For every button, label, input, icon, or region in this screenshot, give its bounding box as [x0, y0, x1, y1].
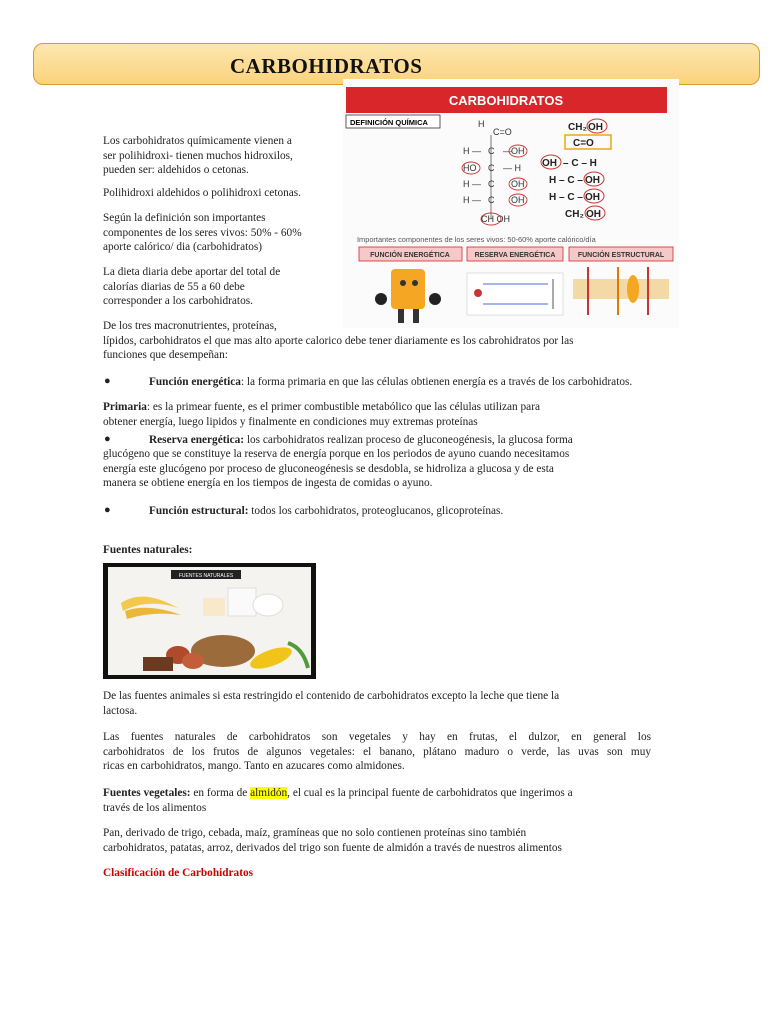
intro-paragraph-3: Según la definición son importantes componentes de los seres vivos: 50% - 60% aporte calórico/ dia (carbohidratos) [103, 212, 302, 253]
bullet-icon: ● [104, 433, 111, 445]
intro-paragraph-2: Polihidroxi aldehidos o polihidroxi cetonas. [103, 187, 301, 199]
intro-paragraph-4: La dieta diaria debe aportar del total de calorías diarias de 55 a 60 debe corresponder a los carbohidratos. [103, 266, 281, 307]
bullet-energy-function: Función energética: la forma primaria en que las células obtienen energía es a través de los carbohidratos. [149, 376, 633, 388]
bread-paragraph: Pan, derivado de trigo, cebada, maíz, gramíneas que no solo contienen proteínas sino también carbohidratos, patatas, arroz, derivados del trigo son fuente de almidón a través de nuestros alimentos [103, 827, 562, 854]
svg-text:OH: OH [585, 175, 600, 186]
svg-text:C: C [488, 146, 495, 156]
structural-function-label: FUNCIÓN ESTRUCTURAL [577, 252, 665, 259]
bullet-icon: ● [104, 504, 111, 516]
intro-paragraph-1: Los carbohidratos químicamente vienen a ser polihidroxi- tienen muchos hidroxilos, pueden ser: aldehidos o cetonas. [103, 135, 293, 176]
svg-text:OH: OH [511, 195, 525, 205]
reserve-energy-label: RESERVA ENERGÉTICA [474, 252, 556, 259]
sugar-character-icon [375, 269, 441, 323]
milk-icon [253, 594, 283, 616]
primaria-paragraph: Primaria: es la primear fuente, es el primer combustible metabólico que las células utilizan para obtener energía, luego lipidos y finalmente en condiciones muy extremas proteínas [103, 401, 540, 428]
infographic-svg [343, 79, 679, 328]
fructose-structure [541, 119, 611, 220]
svg-text:CH OH: CH OH [481, 214, 510, 224]
glycogen-diagram-icon [467, 273, 563, 315]
svg-text:OH: OH [511, 146, 525, 156]
carbohydrates-infographic [343, 79, 679, 328]
glucose-structure [462, 119, 527, 225]
bullet-structural-function: Función estructural: todos los carbohidratos, proteoglucanos, glicoproteínas. [149, 505, 504, 517]
natural-sources-heading: Fuentes naturales: [103, 544, 193, 556]
food-image-label: FUENTES NATURALES [178, 573, 234, 579]
svg-text:C: C [488, 195, 495, 205]
natural-sources-paragraph: Las fuentes naturales de carbohidratos son vegetales y hay en frutas, el dulzor, en general los carbohidratos de los frutos de algunos vegetales: el banano, plátano maduro o verde, las uvas son muy ricas en carbohidratos, mango. Tanto en azucares como almidones. [103, 731, 651, 772]
definition-label: DEFINICIÓN QUÍMICA [350, 118, 428, 127]
svg-text:C=O: C=O [573, 138, 594, 149]
intro-paragraph-5: De los tres macronutrientes, proteínas, lípidos, carbohidratos el que mas alto aporte calorico debe tener diariamente es los cabrohidratos por las funciones que desempeñan: [103, 320, 574, 361]
svg-text:HO: HO [463, 163, 477, 173]
svg-text:H —: H — [463, 146, 481, 156]
svg-text:H —: H — [463, 195, 481, 205]
bullet-icon: ● [104, 375, 111, 387]
components-text: Importantes componentes de los seres vivos: 50-60% aporte calórico/día [357, 235, 596, 244]
svg-text:OH: OH [542, 158, 557, 169]
svg-text:OH: OH [586, 209, 601, 220]
svg-text:OH: OH [588, 122, 603, 133]
svg-text:– C – H: – C – H [563, 158, 597, 169]
page-title: CARBOHIDRATOS [230, 54, 423, 78]
starch-highlight: almidón [250, 787, 288, 799]
svg-text:H – C –: H – C – [549, 192, 583, 203]
animal-sources-paragraph: De las fuentes animales si esta restringido el contenido de carbohidratos excepto la leche que tiene la lactosa. [103, 690, 560, 717]
svg-text:OH: OH [511, 179, 525, 189]
svg-text:H – C –: H – C – [549, 175, 583, 186]
membrane-diagram-icon [573, 267, 669, 315]
vegetable-sources-paragraph: Fuentes vegetales: en forma de almidón, el cual es la principal fuente de carbohidratos que ingerimos a través de los alimentos [103, 787, 573, 814]
classification-heading: Clasificación de Carbohidratos [103, 867, 253, 879]
svg-text:OH: OH [585, 192, 600, 203]
infographic-header: CARBOHIDRATOS [448, 93, 564, 108]
svg-text:H —: H — [463, 179, 481, 189]
food-photo-svg [103, 563, 316, 679]
function-energy-label: FUNCIÓN ENERGÉTICA [370, 252, 450, 259]
svg-text:C=O: C=O [493, 127, 512, 137]
bullet-energy-reserve-text: glucógeno que se constituye la reserva de energía porque en los periodos de ayuno cuando necesitamos energía este glucógeno por proceso de gluconeogénesis se desdobla, se hidroliza a glucosa y de esta manera se obtiene energía en los tiempos de ingesta de comidas o ayuno. [103, 448, 570, 489]
bullet-energy-reserve-title: Reserva energética: los carbohidratos realizan proceso de gluconeogénesis, la glucosa forma [149, 434, 573, 446]
svg-text:C: C [488, 163, 495, 173]
svg-text:CH₂: CH₂ [568, 122, 587, 133]
svg-text:CH₂: CH₂ [565, 209, 584, 220]
natural-sources-image [103, 563, 316, 679]
svg-text:H: H [478, 119, 485, 129]
svg-text:C: C [488, 179, 495, 189]
svg-text:— H: — H [503, 163, 521, 173]
svg-text:—: — [503, 146, 512, 156]
